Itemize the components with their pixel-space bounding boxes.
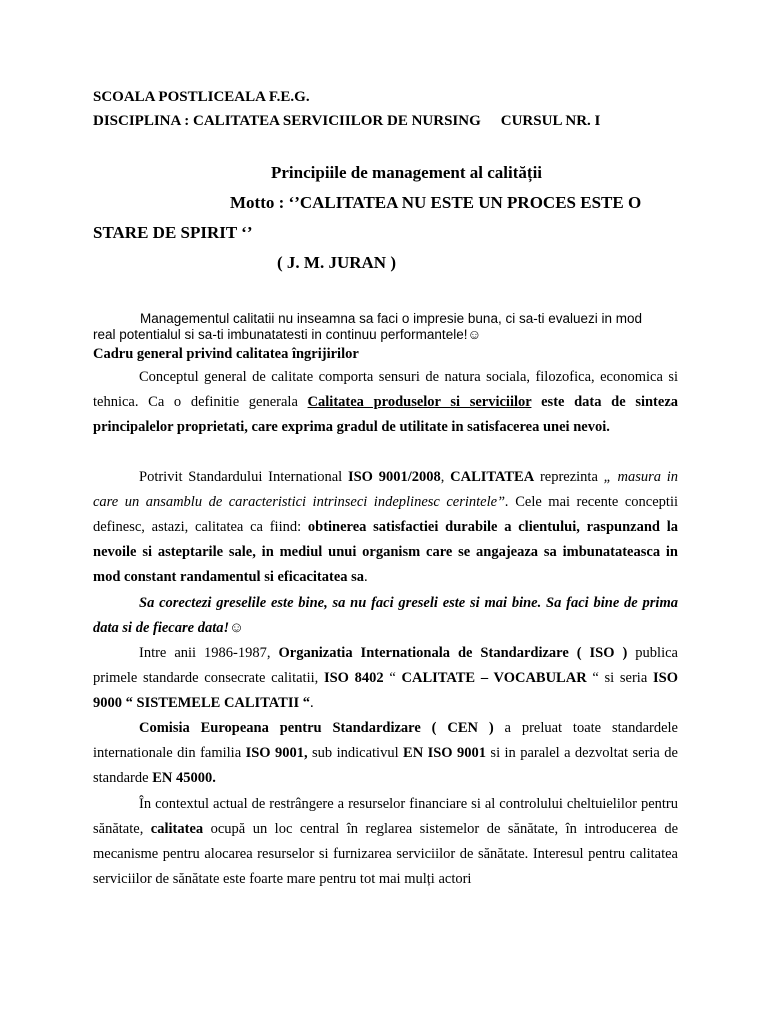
school-name: SCOALA POSTLICEALA F.E.G. [93, 89, 310, 105]
discipline-name: DISCIPLINA : CALITATEA SERVICIILOR DE NURSING [93, 113, 481, 129]
intro-line-1: Managementul calitatii nu inseamna sa faci o impresie buna, ci sa-ti evaluezi in mod [140, 311, 643, 326]
discipline-line [93, 112, 600, 130]
paragraph-health-context: În contextul actual de restrângere a resurselor financiare si al controlului cheltuielilor pentru sănătate, calitatea ocupă un loc central în reglarea sistemelor de sănătate, în introducerea de mecanisme pentru alocarea resurselor si furnizarea serviciilor de sănătate. Interesul pentru calitatea serviciilor de sănătate este foarte mare pentru tot mai mulți actori [93, 796, 678, 887]
paragraph-motto-quality: Sa corectezi greselile este bine, sa nu faci greseli este si mai bine. Sa faci bine de prima data si de fiecare data!☺ [93, 595, 678, 636]
intro-line-2: real potentialul si sa-ti imbunatatesti in continuu performantele!☺ [93, 327, 482, 342]
motto-author: ( J. M. JURAN ) [277, 253, 396, 272]
doc-title: Principiile de management al calității [271, 163, 543, 182]
course-number: CURSUL NR. I [500, 113, 601, 129]
paragraph-quality-concept: Conceptul general de calitate comporta sensuri de natura sociala, filozofica, economica si tehnica. Ca o definitie generala Calitatea produselor si serviciilor este data de sinteza principalelor proprietati, care exprima gradul de utilitate in satisfacerea unei nevoi. [93, 369, 678, 435]
paragraph-iso-definition: Potrivit Standardului International ISO 9001/2008, CALITATEA reprezinta „ masura in care un ansamblu de caracteristici intrinseci indeplinesc cerintele”. Cele mai recente conceptii definesc, astazi, calitatea ca fiind: obtinerea satisfactiei durabile a clientului, raspunzand la nevoile si asteptarile sale, in mediul unui organism care se angajeaza sa imbunatateasca in mod constant randamentul si eficacitatea sa. [93, 469, 679, 585]
motto-line-2: STARE DE SPIRIT ‘’ [93, 223, 253, 242]
paragraph-iso-history: Intre anii 1986-1987, Organizatia Internationala de Standardizare ( ISO ) publica primele standarde consecrate calitatii, ISO 8402 “ CALITATE – VOCABULAR “ si seria ISO 9000 “ SISTEMELE CALITATII “. [93, 645, 678, 711]
paragraph-cen: Comisia Europeana pentru Standardizare ( CEN ) a preluat toate standardele internationale din familia ISO 9001, sub indicativul EN ISO 9001 si in paralel a dezvoltat seria de standarde EN 45000. [93, 720, 678, 786]
section-heading: Cadru general privind calitatea îngrijirilor [93, 346, 359, 362]
motto-line-1: Motto : ‘’CALITATEA NU ESTE UN PROCES ESTE O [230, 193, 642, 212]
